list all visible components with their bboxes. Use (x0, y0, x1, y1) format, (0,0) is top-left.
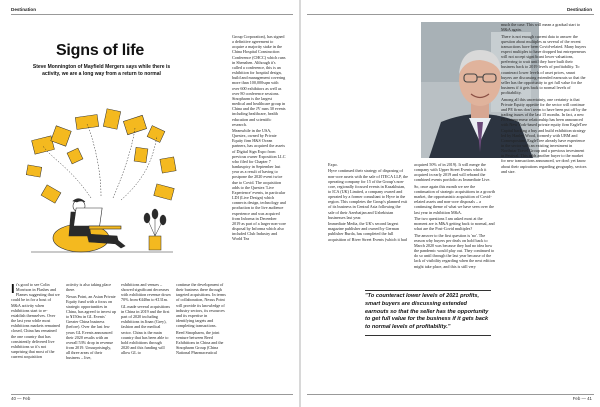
pull-quote: "To counteract lower levels of 2021 profits, smart buyers are discussing extended earnouts so that the seller has the opportunity to get full value for the business if it gets back to normal levels of profitability." (365, 293, 489, 331)
paragraph: Expo. (328, 162, 338, 167)
paragraph: Group Corporation), has signed a definitive agreement to acquire a majority stake in the China Hospital Construction Conference (CHCC) which runs in Shenzhen. Although it's called a conference, this is an exhibition for hospital design, build and management covering more than 100,000sqm with over 600 exhibitors as well as over 80 conference sessions. Sinopharm is the largest medical and healthcare group in China and the JV runs 30 events including healthcare, health education and scientific research. (232, 34, 286, 127)
paragraph: Nexus Point, an Asian Private Equity fund with a focus on strategic opportunities in China, has agreed to invest up to ¥150m in GL Events' Greater China business (before). Over the last few years GL Events announced their 2020 results with an overall 53% drop in revenue from 2019. Unsurprisingly, all three areas of their business – live, (66, 293, 116, 361)
paragraph: The two questions I am asked most at the moment are is M&A getting back to normal, and what are the Post-Covid multiples? (414, 215, 495, 232)
paragraph: Hyve continued their strategy of disposing of non-core assets with the sale of ITECA LLP, the operating company for 15 of the Group's non-core, regionally focused events in Kazakhstan, to ICA (UK) Limited, a company owned and operated by a former consultant to Hyve in the region. This completes the Group's planned exit of its business in Central Asia following the sale of their Azerbaijan and Uzbekistan businesses last year. (328, 168, 408, 220)
paragraph: continue the development of their business there through targeted acquisitions. In terms of collaboration, Nexus Point will provide its knowledge of industry sectors, its resources and its expertise in identifying targets and completing transactions. (176, 282, 226, 329)
drop-cap: I (11, 280, 15, 296)
article-column-4 (176, 282, 226, 357)
article-column-5 (232, 34, 286, 243)
paragraph: Reed Sinopharm, the joint venture between Reed Exhibitions in China and the Sinopharm Group (China National Pharmaceutical (176, 329, 224, 356)
standfirst: Steve Monnington of Mayfield Mergers says while there is activity, we are a long way from a return to normal (32, 64, 171, 77)
headline: Signs of life (55, 42, 145, 59)
column-text: t's good to see Colin Morrison in Flashes and Flames suggesting that we could be in for a bout of M&A activity when exhibitions start to re-establish themselves. Over the last year while most exhibitions markets remained closed, China has remained the one country that has consistently delivered live exhibitions so it's not surprising that most of the current acquisition (11, 282, 60, 360)
floating-blocks (26, 109, 176, 203)
plant-icon (144, 209, 166, 250)
article-column-3 (501, 22, 587, 175)
pull-quote-rule-top (365, 290, 491, 291)
paragraph: acquired 50% of in 2019). It will merge the company with Upper Street Events which it acquired in early 2019 and will rebrand the combined events portfolio as Immediate Live. (414, 162, 491, 183)
article-column-1 (328, 162, 408, 243)
paragraph: Immediate Media, the UK's second largest magazine publisher and owned by German publisher Burda, has completed the full acquisition of River Street Events (which it had (328, 221, 407, 242)
paragraph: activity is also taking place there. (66, 282, 112, 293)
article-column-3 (121, 282, 171, 357)
page-folio: Feb — 41 (572, 396, 592, 401)
top-rule (11, 14, 293, 15)
feature-illustration (21, 88, 183, 264)
paragraph: So, once again this month we see the continuation of strategic acquisitions in a growth market, the opportunistic acquisition of Covid-related assets and non-core disposals – a continuing theme of what we have seen over the last year in exhibition M&A. (414, 183, 495, 215)
right-page (301, 0, 600, 407)
paragraph: The answer to the first question is 'no'. The reason why buyers per deals on hold back to March 2020 was because they had no idea how the pandemic would play out. They continued to do so until through the last year because of the lack of visibility regarding when the next edition might take place, and this is still very (414, 232, 495, 269)
article-column-2 (66, 282, 116, 362)
bottom-rule (307, 394, 594, 395)
paragraph: GL made several acquisitions in China in 2019 and the first part of 2020 including exhibitions in Jinan (Grey), fashion and the medical sector. China is the main country that has been able to hold exhibitions through 2020 and this funding will allow GL to (121, 303, 170, 356)
paragraph: Meanwhile in the USA, Questex, owned by Private Equity firm H&S Ocean partners, has acquired the assets of Digital Sign Expo from previous owner Exposition LLC who filed for Chapter 7 bankruptcy in September last year as a result of having to postpone the 2020 event twice due to Covid. The acquisition adds to the Questex 'Live Experience' events, in particular LDI (Live Design) which connects design, technology and production to the live audience experience and was acquired from Informa in December 2019 as part of a larger non-core disposal by Informa which also included Club Industry and World Tea (232, 128, 286, 242)
bottom-rule (11, 394, 293, 395)
laptop-icon (74, 208, 121, 229)
paragraph: There is not enough current data to answer the question about multiples as several of the recent transactions have been Covid-related. Many buyers expect multiples to have dropped but entrepreneurs will not accept significant lower valuations, preferring to wait until they have built their business back to 2019 levels of profitability. To counteract lower levels of asset prices, smart buyers are discussing extended earnouts so that the seller has the opportunity to get full value for the business if it gets back to normal levels of profitability. (501, 33, 587, 96)
paragraph: much the case. This will mean a gradual start to M&A again. (501, 22, 581, 33)
pull-quote-rule-bottom (365, 335, 491, 336)
paragraph: Among all this uncertainty, one certainty is that Private Equity appetite for the sector will continue and PE firms don't seem to have been put off by the trading issues of the last 15 months. In fact, a new PE/entrepreneur relationship has been announced with New York-based private equity firm EagleTree Capital backing a buy and build exhibition strategy led by Hanley Wood, formerly with UBM and Comexposium. EagleTree already have experience in the sector with an existing investment in Northstar Travel Group and a previous investment in Festival. This adds another buyer to the market for new transactions announced, we don't yet know about their aspirations regarding geography, sectors and size. (501, 96, 587, 174)
page-folio: 40 — Feb (11, 396, 31, 401)
article-column-1 (11, 282, 61, 361)
paragraph: exhibitions and venues – showed significant decreases with exhibition revenue down 70% from €440m to €131m. (121, 282, 171, 303)
article-column-2 (414, 162, 496, 270)
top-rule (307, 14, 594, 15)
left-page (0, 0, 299, 407)
section-label: Destination (11, 7, 37, 12)
section-label: Destination (566, 7, 592, 12)
